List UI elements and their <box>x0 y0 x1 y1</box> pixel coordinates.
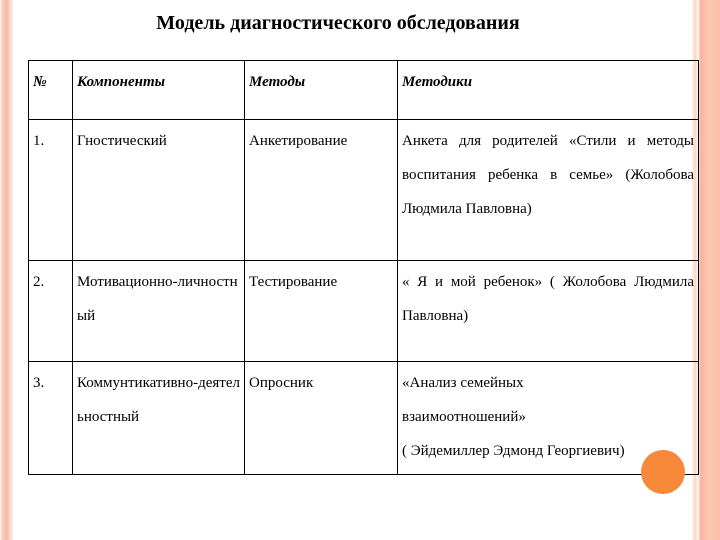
row-method: Опросник <box>245 362 398 475</box>
table-row <box>29 362 699 475</box>
table-header-row <box>29 61 699 120</box>
header-methods: Методы <box>245 61 398 120</box>
row-component: Коммунтикативно-деятельностный <box>73 362 245 475</box>
technique-author: ( Эйдемиллер Эдмонд Георгиевич) <box>402 443 625 459</box>
slide-frame-right <box>702 0 720 540</box>
row-component: Гностический <box>73 120 245 261</box>
row-number: 2. <box>29 261 73 362</box>
slide-frame-left <box>0 0 14 540</box>
technique-title: «Анализ семейных взаимоотношений» <box>402 375 526 425</box>
row-technique: Анкета для родителей «Стили и методы воспитания ребенка в семье» (Жолобова Людмила Павловна) <box>398 120 699 261</box>
slide-title: Модель диагностического обследования <box>156 12 520 34</box>
header-components: Компоненты <box>73 61 245 120</box>
row-number: 3. <box>29 362 73 475</box>
row-method: Тестирование <box>245 261 398 362</box>
row-component: Мотивационно-личностный <box>73 261 245 362</box>
table-row <box>29 261 699 362</box>
row-technique: « Я и мой ребенок» ( Жолобова Людмила Павловна) <box>398 261 699 362</box>
orange-circle-icon <box>641 450 685 494</box>
row-number: 1. <box>29 120 73 261</box>
row-method: Анкетирование <box>245 120 398 261</box>
table-row <box>29 120 699 261</box>
diagnostic-model-table <box>28 60 699 475</box>
header-number: № <box>29 61 73 120</box>
header-techniques: Методики <box>398 61 699 120</box>
